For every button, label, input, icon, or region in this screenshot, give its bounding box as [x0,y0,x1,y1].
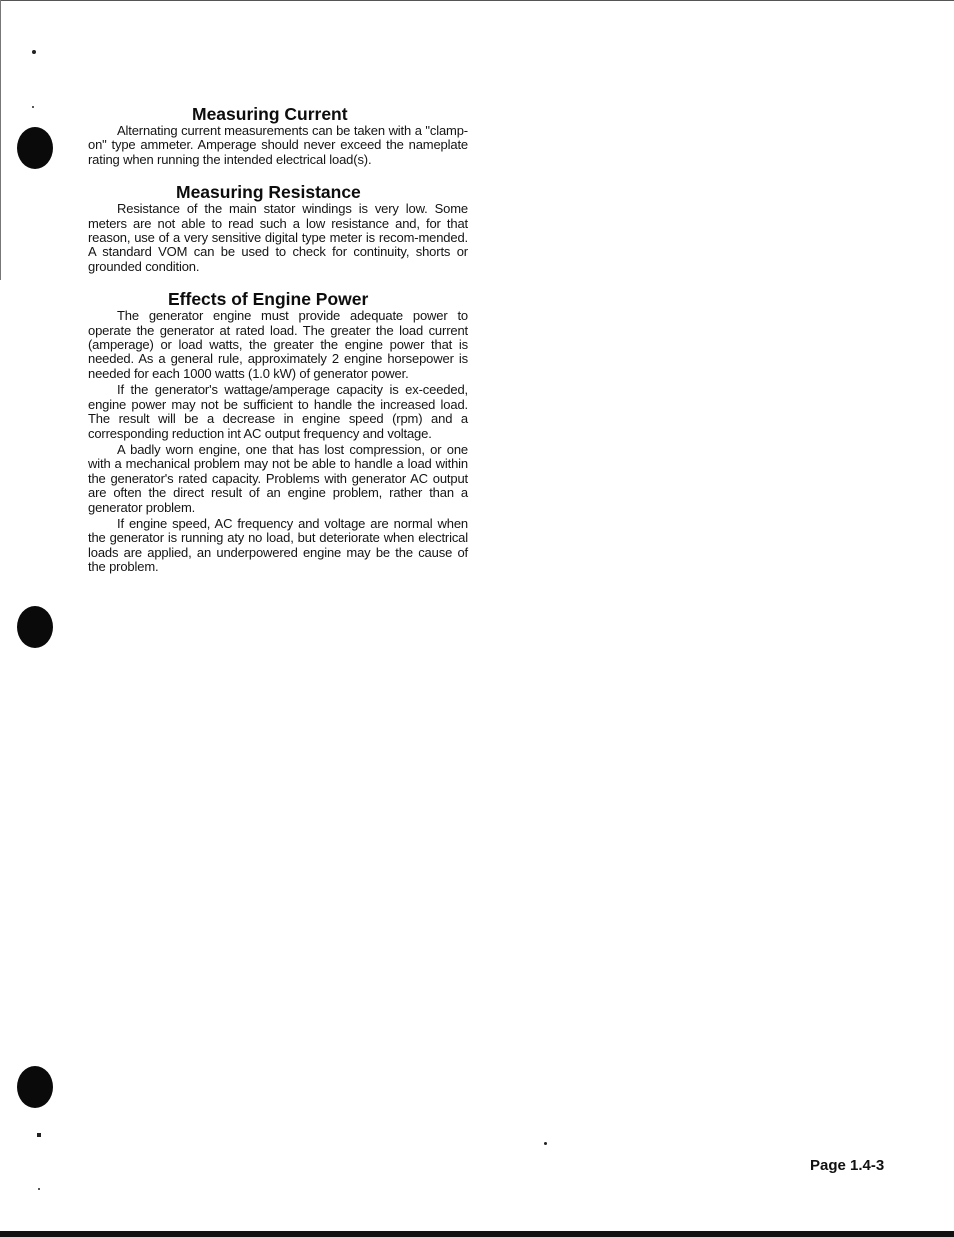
paragraph: If the generator's wattage/amperage capacity is ex-ceeded, engine power may not be sufficient to handle the increased load. The result will be a decrease in engine speed (rpm) and a corresponding reduction int AC output frequency and voltage. [88,382,468,441]
document-body [88,104,468,575]
scan-speck [37,1133,41,1137]
paragraph: The generator engine must provide adequate power to operate the generator at rated load. The greater the load current (amperage) or load watts, the greater the engine power that is needed. As a general rule, approximately 2 engine horsepower is needed for each 1000 watts (1.0 kW) of generator power. [88,308,468,381]
paragraph: Resistance of the main stator windings is very low. Some meters are not able to read such a low resistance and, for that reason, use of a very sensitive digital type meter is recom-mended. A standard VOM can be used to check for continuity, shorts or grounded condition. [88,201,468,274]
scan-left-edge [0,0,1,280]
paragraph: If engine speed, AC frequency and voltage are normal when the generator is running aty no load, but deteriorate when electrical loads are applied, an underpowered engine may be the cause of the problem. [88,515,468,575]
punch-hole-middle [17,606,53,648]
scan-bottom-edge [0,1231,954,1237]
section-effects-of-engine-power [88,289,468,574]
punch-hole-bottom [17,1066,53,1108]
section-measuring-resistance [88,182,468,274]
scan-top-edge [0,0,954,1]
section-measuring-current [88,104,468,167]
section-heading: Measuring Resistance [176,182,361,203]
paragraph: A badly worn engine, one that has lost compression, or one with a mechanical problem may not be able to handle a load within the generator's rated capacity. Problems with generator AC output are often the direct result of an engine problem, rather than a generator problem. [88,441,468,515]
scan-speck [544,1142,547,1145]
punch-hole-top [17,127,53,169]
page-number: Page 1.4-3 [810,1157,885,1174]
paragraph: Alternating current measurements can be taken with a "clamp-on" type ammeter. Amperage should never exceed the nameplate rating when running the intended electrical load(s). [88,123,468,167]
scan-speck [38,1188,40,1190]
section-heading: Measuring Current [192,104,348,124]
section-heading: Effects of Engine Power [168,289,369,310]
scan-speck [32,50,36,54]
scan-speck [32,106,34,108]
